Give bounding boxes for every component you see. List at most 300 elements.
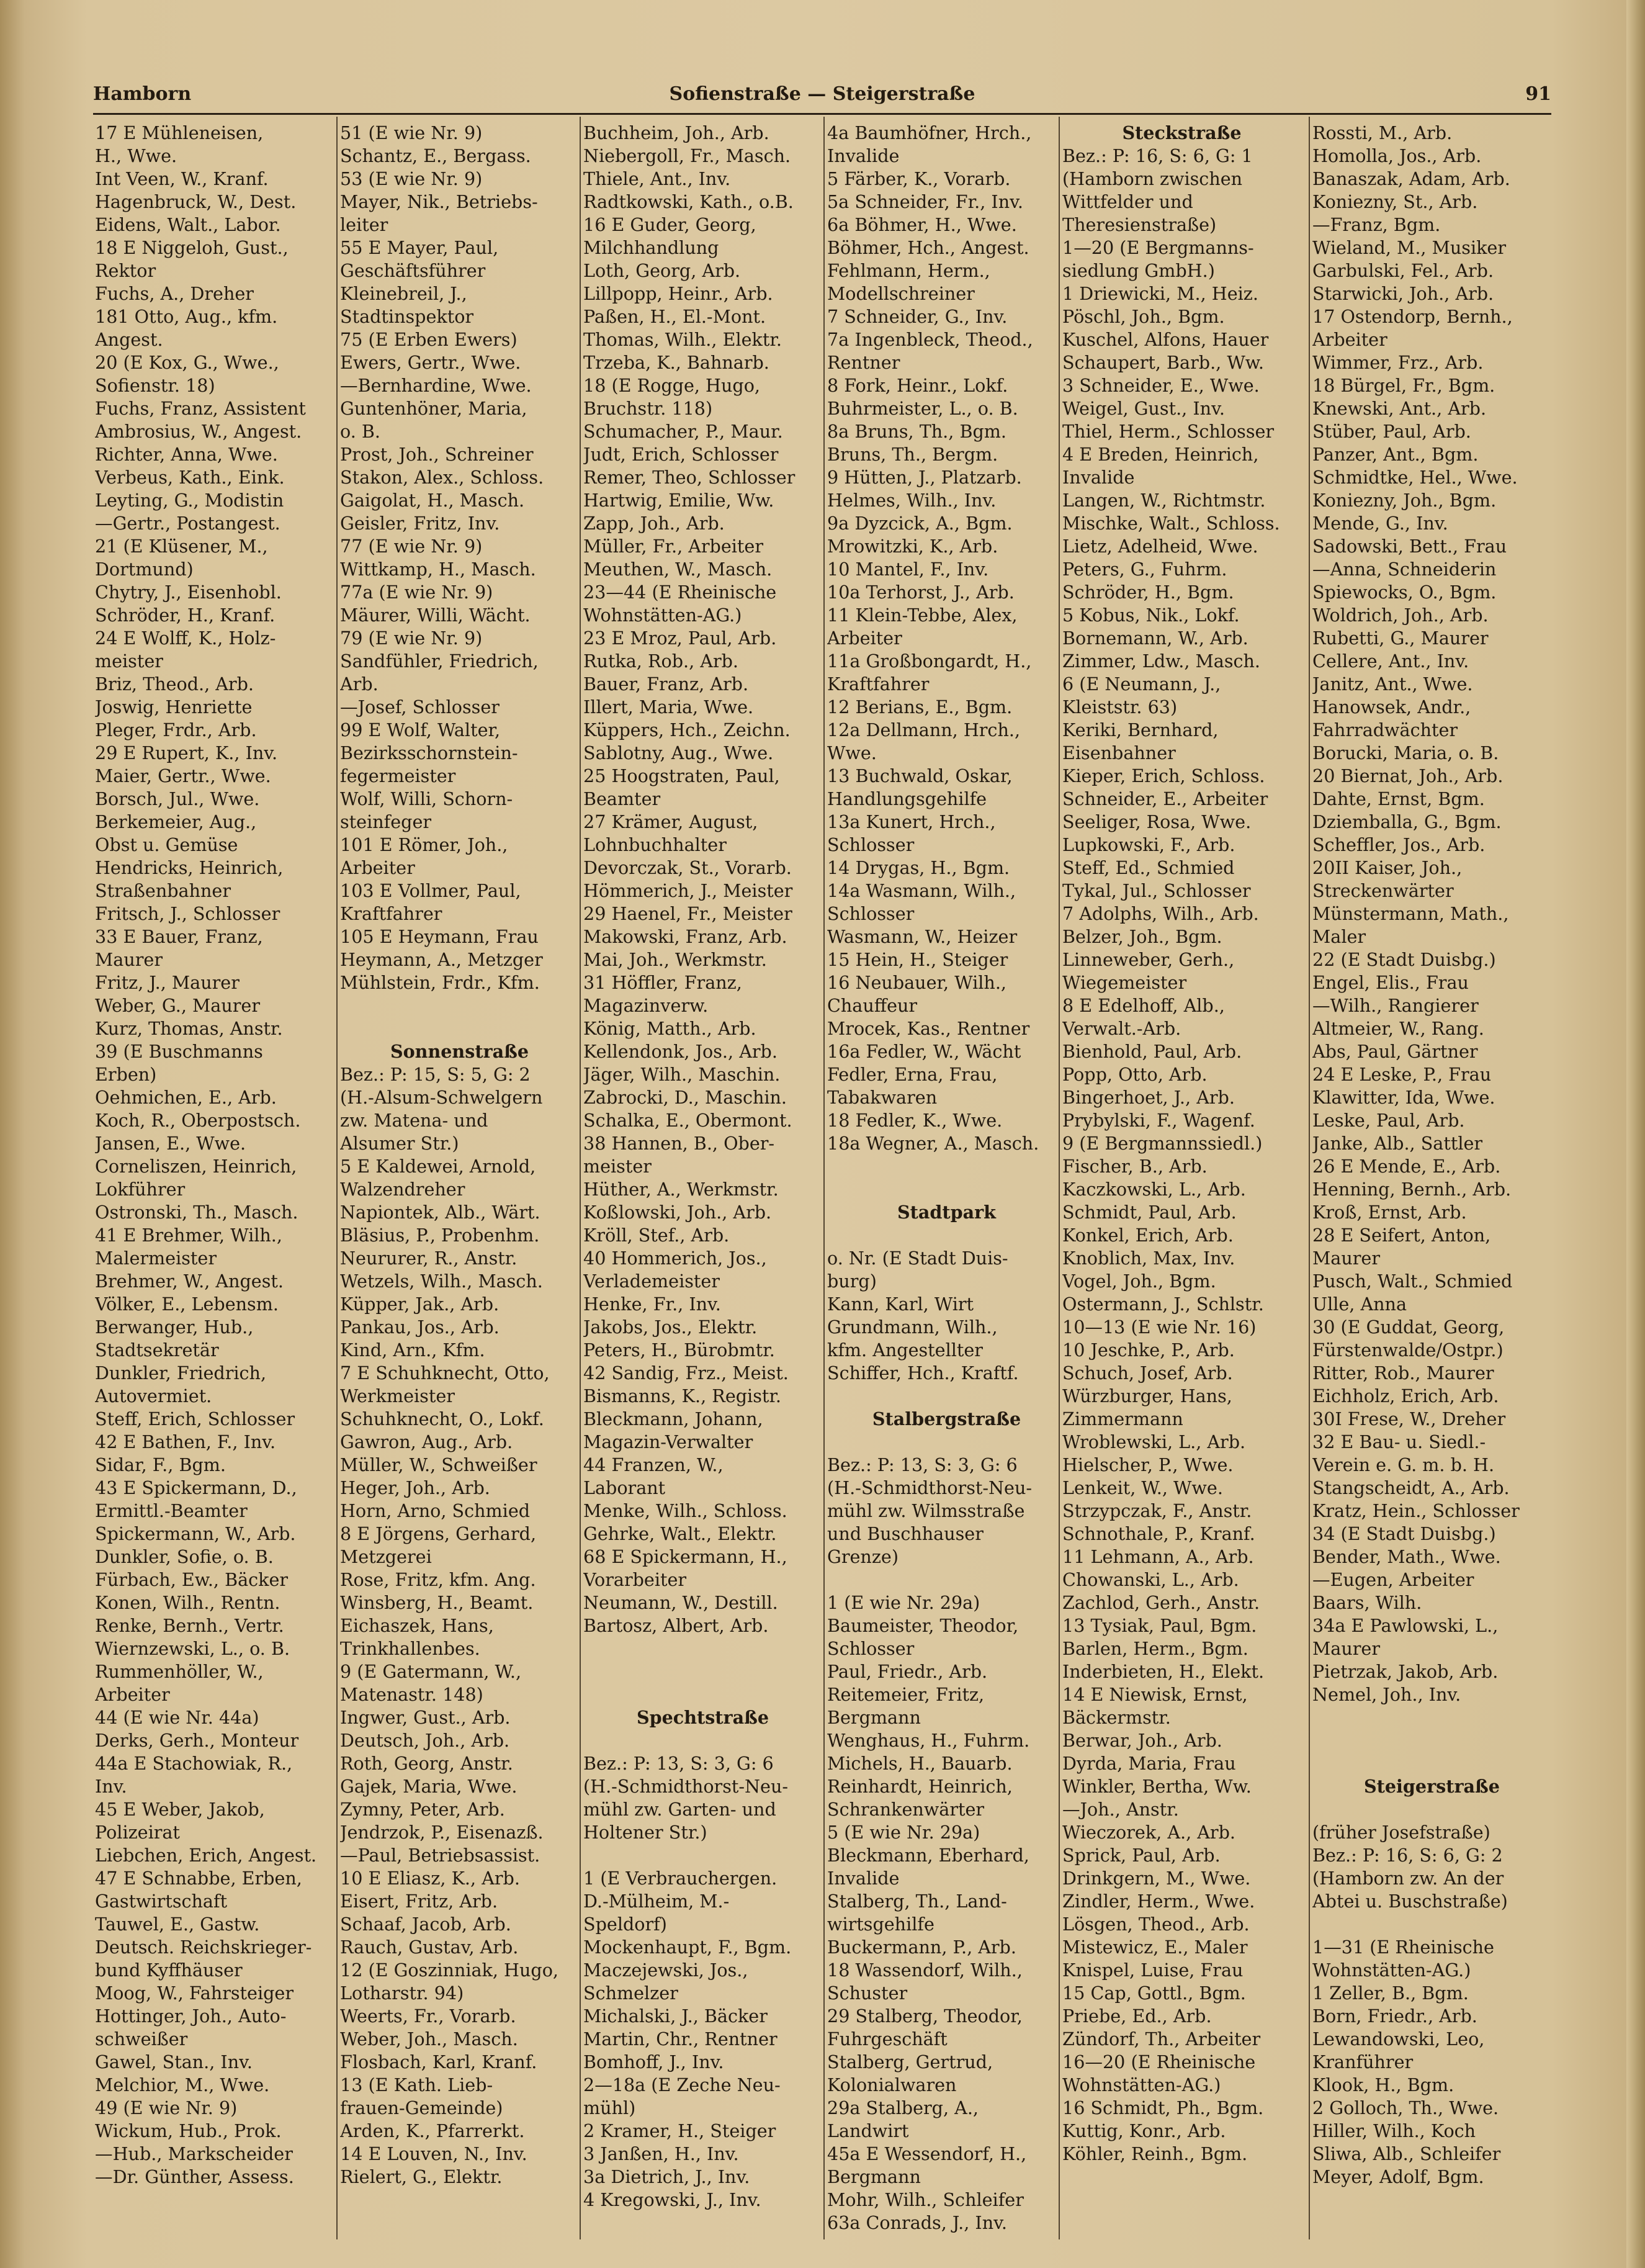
directory-line: Wohnstätten-AG.) [1312,1960,1471,1981]
directory-line: Beamter [583,788,661,809]
directory-line: Matenastr. 148) [340,1684,483,1705]
directory-line: Stangscheidt, A., Arb. [1312,1477,1510,1498]
directory-line: 7 Schneider, G., Inv. [827,306,1008,327]
directory-line: Arbeiter [95,1684,170,1705]
directory-line: Reitemeier, Fritz, [827,1684,985,1705]
directory-line: 18 Wassendorf, Wilh., [827,1960,1023,1981]
directory-line: 34 (E Stadt Duisbg.) [1312,1523,1496,1544]
directory-line: 9 Hütten, J., Platzarb. [827,467,1022,488]
directory-line: Mrocek, Kas., Rentner [827,1018,1030,1039]
directory-line: 68 E Spickermann, H., [583,1546,787,1567]
directory-line: Thomas, Wilh., Elektr. [583,329,782,350]
spacer [583,1844,822,1867]
directory-line: 16—20 (E Rheinische [1062,2051,1256,2072]
page-header [93,79,1551,115]
directory-line: Schuhknecht, O., Lokf. [340,1408,544,1429]
directory-line: 11 Lehmann, A., Arb. [1062,1546,1254,1567]
directory-line: —Dr. Günther, Assess. [95,2166,294,2187]
directory-line: siedlung GmbH.) [1062,260,1215,281]
directory-line: 42 Sandig, Frz., Meist. [583,1362,789,1384]
directory-line: 10 Mantel, F., Inv. [827,559,989,580]
directory-line: Kieper, Erich, Schloss. [1062,765,1265,786]
directory-line: Küppers, Hch., Zeichn. [583,719,791,740]
directory-line: Popp, Otto, Arb. [1062,1064,1208,1085]
directory-line: Leyting, G., Modistin [95,490,284,511]
directory-line: 1—31 (E Rheinische [1312,1937,1494,1958]
directory-line: Maurer [1312,1248,1380,1269]
directory-line: Cellere, Ant., Inv. [1312,650,1469,672]
directory-line: Menke, Wilh., Schloss. [583,1500,787,1521]
directory-line: Drinkgern, M., Wwe. [1062,1868,1251,1889]
directory-line: Rektor [95,260,156,281]
directory-line: Sablotny, Aug., Wwe. [583,742,774,763]
directory-line: Stalberg, Th., Land- [827,1891,1007,1912]
directory-line: Kröll, Stef., Arb. [583,1225,730,1246]
spacer [1312,1798,1551,1821]
directory-line: Grundmann, Wilh., [827,1316,998,1338]
directory-line: Bergmann [827,2166,921,2187]
directory-line: Michels, H., Bauarb. [827,1753,1013,1774]
directory-line: 7 Adolphs, Wilh., Arb. [1062,903,1259,924]
directory-line: Priebe, Ed., Arb. [1062,2005,1212,2027]
directory-line: —Wilh., Rangierer [1312,995,1479,1016]
directory-line: Pankau, Jos., Arb. [340,1316,500,1338]
directory-line: Rentner [827,352,900,373]
directory-line: 103 E Vollmer, Paul, [340,880,521,901]
directory-line: Kuttig, Konr., Arb. [1062,2120,1226,2141]
directory-line: Hüther, A., Werkmstr. [583,1179,779,1200]
directory-line: Fischer, B., Arb. [1062,1156,1208,1177]
directory-line: König, Matth., Arb. [583,1018,756,1039]
directory-line: Wieczorek, A., Arb. [1062,1822,1235,1843]
directory-line: 12a Dellmann, Hrch., [827,719,1021,740]
directory-line: Heger, Joh., Arb. [340,1477,490,1498]
directory-line: 23—44 (E Rheinische [583,582,777,603]
directory-line: Wickum, Hub., Prok. [95,2120,282,2141]
directory-line: Scheffler, Jos., Arb. [1312,834,1486,855]
directory-line: Kurz, Thomas, Anstr. [95,1018,283,1039]
directory-line: Deutsch. Reichskrieger- [95,1937,312,1958]
directory-line: 51 (E wie Nr. 9) [340,122,483,143]
spacer [583,1637,822,1660]
directory-line: Richter, Anna, Wwe. [95,444,278,465]
directory-line: Janitz, Ant., Wwe. [1312,673,1473,695]
spacer [827,1568,1066,1591]
directory-line: Flosbach, Karl, Kranf. [340,2051,537,2072]
directory-line: Fuchs, A., Dreher [95,283,254,304]
directory-line: Rutka, Rob., Arb. [583,650,739,672]
spacer [1312,1729,1551,1752]
directory-line: Nemel, Joh., Inv. [1312,1684,1461,1705]
directory-line: Schumacher, P., Maur. [583,421,783,442]
directory-line: 14a Wasmann, Wilh., [827,880,1016,901]
directory-line: Stadtinspektor [340,306,474,327]
directory-line: Chytry, J., Eisenhobl. [95,582,282,603]
directory-line: 29 E Rupert, K., Inv. [95,742,278,763]
directory-line: Trinkhallenbes. [340,1638,480,1659]
directory-line: Ambrosius, W., Angest. [95,421,302,442]
directory-line: Derks, Gerh., Monteur [95,1730,299,1751]
directory-line: Wasmann, W., Heizer [827,926,1018,947]
directory-line: 10a Terhorst, J., Arb. [827,582,1015,603]
directory-line: Stüber, Paul, Arb. [1312,421,1471,442]
directory-line: Stalberg, Gertrud, [827,2051,993,2072]
directory-line: Laborant [583,1477,666,1498]
directory-line: 15 Hein, H., Steiger [827,949,1008,970]
spacer [340,1017,579,1040]
directory-line: Autovermiet. [95,1385,212,1406]
directory-line: o. Nr. (E Stadt Duis- [827,1248,1008,1269]
directory-line: Maurer [95,949,163,970]
spacer [1312,1913,1551,1936]
directory-line: Mohr, Wilh., Schleifer [827,2189,1024,2210]
column-rule [580,117,581,2239]
directory-line: Fürstenwalde/Ostpr.) [1312,1339,1504,1361]
directory-line: 8 E Jörgens, Gerhard, [340,1523,537,1544]
directory-line: Koniezny, Joh., Bgm. [1312,490,1497,511]
directory-line: Rummenhöller, W., [95,1661,264,1682]
directory-line: Zimmermann [1062,1408,1183,1429]
directory-line: 1—20 (E Bergmanns- [1062,237,1254,258]
directory-line: Gajek, Maria, Wwe. [340,1776,518,1797]
directory-line: Milchhandlung [583,237,719,258]
directory-line: Hottinger, Joh., Auto- [95,2005,287,2027]
street-heading: Stalbergstraße [872,1408,1021,1429]
directory-line: Werkmeister [340,1385,455,1406]
directory-line: —Anna, Schneiderin [1312,559,1497,580]
directory-line: Müller, W., Schweißer [340,1454,537,1475]
directory-line: (früher Josefstraße) [1312,1822,1490,1843]
directory-line: leiter [340,214,388,235]
directory-line: 13 Tysiak, Paul, Bgm. [1062,1615,1257,1636]
directory-line: 10 E Eliasz, K., Arb. [340,1868,520,1889]
directory-line: 47 E Schnabbe, Erben, [95,1868,302,1889]
directory-line: Kaczkowski, L., Arb. [1062,1179,1246,1200]
directory-line: Schlosser [827,1638,915,1659]
directory-line: —Paul, Betriebsassist. [340,1845,540,1866]
directory-line: Bäckermstr. [1062,1707,1171,1728]
directory-line: Lietz, Adelheid, Wwe. [1062,536,1258,557]
directory-line: Knoblich, Max, Inv. [1062,1248,1235,1269]
directory-line: 3 Janßen, H., Inv. [583,2143,739,2164]
directory-line: Guntenhöner, Maria, [340,398,527,419]
directory-line: 13 (E Kath. Lieb- [340,2074,493,2095]
directory-line: Bleckmann, Johann, [583,1408,763,1429]
directory-line: Sliwa, Alb., Schleifer [1312,2143,1501,2164]
directory-line: 12 (E Goszinniak, Hugo, [340,1960,559,1981]
directory-line: Erben) [95,1064,157,1085]
directory-line: Engel, Elis., Frau [1312,972,1469,993]
directory-line: Magazin-Verwalter [583,1431,753,1452]
directory-line: Handlungsgehilfe [827,788,987,809]
street-heading: Stadtpark [897,1202,996,1223]
directory-line: 24 E Wolff, K., Holz- [95,628,276,649]
directory-line: 4 Kregowski, J., Inv. [583,2189,761,2210]
directory-line: 6a Böhmer, H., Wwe. [827,214,1017,235]
directory-line: Bläsius, P., Probenhm. [340,1225,540,1246]
directory-line: 1 Zeller, B., Bgm. [1312,1982,1469,2004]
directory-line: Wetzels, Wilh., Masch. [340,1271,543,1292]
directory-line: Dortmund) [95,559,194,580]
header-street-range: Sofienstraße — Steigerstraße [669,83,975,105]
directory-line: Michalski, J., Bäcker [583,2005,768,2027]
directory-line: Kann, Karl, Wirt [827,1294,974,1315]
directory-line: Illert, Maria, Wwe. [583,696,754,718]
directory-line: Schnothale, P., Kranf. [1062,1523,1255,1544]
directory-line: 12 Berians, E., Bgm. [827,696,1013,718]
directory-line: 9 (E Bergmannssiedl.) [1062,1133,1263,1154]
directory-line: Schaaf, Jacob, Arb. [340,1914,511,1935]
directory-line: Wohnstätten-AG.) [583,605,742,626]
directory-line: Zabrocki, D., Maschin. [583,1087,787,1108]
directory-line: Kleinebreil, J., [340,283,467,304]
directory-line: Meyer, Adolf, Bgm. [1312,2166,1484,2187]
directory-line: Rielert, G., Elektr. [340,2166,503,2187]
directory-line: Stakon, Alex., Schloss. [340,467,544,488]
directory-line: 38 Hannen, B., Ober- [583,1133,775,1154]
street-heading: Spechtstraße [636,1707,769,1728]
directory-line: Arbeiter [340,857,415,878]
directory-line: Bez.: P: 13, S: 3, G: 6 [583,1753,774,1774]
directory-line: Schiffer, Hch., Kraftf. [827,1362,1019,1384]
directory-line: Schmidt, Paul, Arb. [1062,1202,1237,1223]
spacer [340,994,579,1017]
directory-line: Kraftfahrer [340,903,442,924]
directory-line: Zündorf, Th., Arbeiter [1062,2028,1261,2050]
directory-line: Janke, Alb., Sattler [1312,1133,1483,1154]
directory-line: 23 E Mroz, Paul, Arb. [583,628,777,649]
directory-line: Obst u. Gemüse [95,834,238,855]
column-rule [1309,117,1310,2239]
directory-line: Buckermann, P., Arb. [827,1937,1016,1958]
directory-line: Garbulski, Fel., Arb. [1312,260,1494,281]
directory-line: Sofienstr. 18) [95,375,215,396]
directory-line: Dunkler, Friedrich, [95,1362,267,1384]
directory-line: 18 E Niggeloh, Gust., [95,237,289,258]
directory-line: Berwanger, Hub., [95,1316,254,1338]
street-heading: Steigerstraße [1364,1776,1500,1797]
directory-line: 49 (E wie Nr. 9) [95,2097,238,2118]
directory-line: Zachlod, Gerh., Anstr. [1062,1592,1260,1613]
directory-line: Bergmann [827,1707,921,1728]
directory-line: (H.-Alsum-Schwelgern [340,1087,543,1108]
directory-line: Kind, Arn., Kfm. [340,1339,485,1361]
directory-line: Schlosser [827,834,915,855]
directory-line: Henning, Bernh., Arb. [1312,1179,1512,1200]
directory-line: Devorczak, St., Vorarb. [583,857,792,878]
directory-line: Koßlowski, Joh., Arb. [583,1202,772,1223]
directory-line: —Hub., Markscheider [95,2143,293,2164]
directory-line: Linneweber, Gerh., [1062,949,1235,970]
directory-line: Ermittl.-Beamter [95,1500,248,1521]
directory-line: Hiller, Wilh., Koch [1312,2120,1476,2141]
directory-line: Ostronski, Th., Masch. [95,1202,298,1223]
directory-line: Thiel, Herm., Schlosser [1062,421,1275,442]
directory-line: Rossti, M., Arb. [1312,122,1453,143]
directory-line: 32 E Bau- u. Siedl.- [1312,1431,1486,1452]
directory-line: Konkel, Erich, Arb. [1062,1225,1234,1246]
directory-line: Hielscher, P., Wwe. [1062,1454,1234,1475]
directory-line: wirtsgehilfe [827,1914,935,1935]
directory-line: Sidar, F., Bgm. [95,1454,226,1475]
spacer [1312,1752,1551,1775]
directory-line: (H.-Schmidthorst-Neu- [583,1776,789,1797]
directory-line: Wohnstätten-AG.) [1062,2074,1221,2095]
directory-line: —Joh., Anstr. [1062,1799,1179,1820]
directory-line: Inderbieten, H., Elekt. [1062,1661,1265,1682]
directory-line: und Buschhauser [827,1523,984,1544]
directory-line: Gawel, Stan., Inv. [95,2051,253,2072]
directory-line: 14 E Niewisk, Ernst, [1062,1684,1248,1705]
directory-line: Panzer, Ant., Bgm. [1312,444,1479,465]
directory-line: Martin, Chr., Rentner [583,2028,778,2050]
directory-line: Tykal, Jul., Schlosser [1062,880,1251,901]
directory-line: Verein e. G. m. b. H. [1312,1454,1495,1475]
directory-line: Invalide [1062,467,1135,488]
directory-line: Dahte, Ernst, Bgm. [1312,788,1485,809]
directory-line: Wieland, M., Musiker [1312,237,1507,258]
directory-line: Verbeus, Kath., Eink. [95,467,285,488]
directory-line: Bomhoff, J., Inv. [583,2051,724,2072]
directory-line: Schmidtke, Hel., Wwe. [1312,467,1518,488]
directory-line: Neururer, R., Anstr. [340,1248,518,1269]
directory-column-4 [827,122,1066,2234]
directory-line: 16a Fedler, W., Wächt [827,1041,1021,1062]
directory-line: Radtkowski, Kath., o.B. [583,191,794,212]
directory-line: Winkler, Bertha, Ww. [1062,1776,1252,1797]
directory-line: Schröder, H., Bgm. [1062,582,1234,603]
directory-line: 8 Fork, Heinr., Lokf. [827,375,1008,396]
directory-line: Hendricks, Heinrich, [95,857,284,878]
directory-line: Baars, Wilh. [1312,1592,1422,1613]
directory-line: Renke, Bernh., Vertr. [95,1615,284,1636]
directory-line: Melchior, M., Wwe. [95,2074,270,2095]
directory-line: 13 Buchwald, Oskar, [827,765,1013,786]
directory-line: Neumann, W., Destill. [583,1592,778,1613]
directory-line: Born, Friedr., Arb. [1312,2005,1477,2027]
directory-line: Kranführer [1312,2051,1414,2072]
directory-line: Maczejewski, Jos., [583,1960,748,1981]
directory-line: Metzgerei [340,1546,432,1567]
directory-line: —Bernhardine, Wwe. [340,375,532,396]
directory-line: (Hamborn zwischen [1062,168,1243,189]
directory-line: Wiernzewski, L., o. B. [95,1638,290,1659]
directory-line: 1 (E wie Nr. 29a) [827,1592,980,1613]
directory-line: 8 E Edelhoff, Alb., [1062,995,1225,1016]
directory-line: 2—18a (E Zeche Neu- [583,2074,781,2095]
directory-line: Müller, Fr., Arbeiter [583,536,764,557]
column-rule [823,117,825,2239]
directory-line: Jäger, Wilh., Maschin. [583,1064,781,1085]
directory-line: Rose, Fritz, kfm. Ang. [340,1569,536,1590]
directory-line: Steff, Erich, Schlosser [95,1408,295,1429]
directory-line: Napiontek, Alb., Wärt. [340,1202,540,1223]
directory-line: 20II Kaiser, Joh., [1312,857,1463,878]
directory-line: Lotharstr. 94) [340,1982,464,2004]
directory-line: Fürbach, Ew., Bäcker [95,1569,289,1590]
directory-line: Mockenhaupt, F., Bgm. [583,1937,792,1958]
directory-line: Schlosser [827,903,915,924]
directory-line: Lillpopp, Heinr., Arb. [583,283,773,304]
directory-line: schweißer [95,2028,188,2050]
directory-line: Maier, Gertr., Wwe. [95,765,271,786]
directory-line: Schaupert, Barb., Ww. [1062,352,1264,373]
directory-line: Alsumer Str.) [340,1133,459,1154]
directory-line: Corneliszen, Heinrich, [95,1156,297,1177]
directory-line: Streckenwärter [1312,880,1454,901]
directory-line: Arb. [340,673,379,695]
directory-line: 44 Franzen, W., [583,1454,724,1475]
directory-line: Hagenbruck, W., Dest. [95,191,297,212]
directory-line: Berkemeier, Aug., [95,811,257,832]
directory-line: zw. Matena- und [340,1110,488,1131]
spacer [1312,1706,1551,1729]
directory-line: Klawitter, Ida, Wwe. [1312,1087,1495,1108]
directory-line: Schuster [827,1982,908,2004]
directory-line: —Gertr., Postangest. [95,513,280,534]
directory-line: (H.-Schmidthorst-Neu- [827,1477,1033,1498]
directory-line: Fehlmann, Herm., [827,260,990,281]
directory-column-5 [1062,122,1301,2166]
directory-line: 16 Schmidt, Ph., Bgm. [1062,2097,1264,2118]
directory-line: Arbeiter [827,628,902,649]
directory-line: Pleger, Frdr., Arb. [95,719,257,740]
directory-line: Borsch, Jul., Wwe. [95,788,260,809]
directory-line: 6 (E Neumann, J., [1062,673,1221,695]
directory-line: 17 Ostendorp, Bernh., [1312,306,1513,327]
directory-line: Bez.: P: 15, S: 5, G: 2 [340,1064,531,1085]
directory-line: mühl zw. Wilmsstraße [827,1500,1025,1521]
directory-line: Langen, W., Richtmstr. [1062,490,1266,511]
directory-column-2 [340,122,579,2189]
directory-line: 5 (E wie Nr. 29a) [827,1822,980,1843]
directory-line: Deutsch, Joh., Arb. [340,1730,510,1751]
street-heading: Steckstraße [1122,122,1242,143]
directory-line: 181 Otto, Aug., kfm. [95,306,278,327]
directory-line: Hartwig, Emilie, Ww. [583,490,774,511]
spacer [827,1178,1066,1201]
directory-line: 16 Neubauer, Wilh., [827,972,1006,993]
directory-line: 20 Biernat, Joh., Arb. [1312,765,1504,786]
directory-line: Polizeirat [95,1822,180,1843]
directory-line: Bruns, Th., Bergm. [827,444,998,465]
directory-line: fegermeister [340,765,456,786]
directory-line: 18 Fedler, K., Wwe. [827,1110,1003,1131]
directory-line: Knewski, Ant., Arb. [1312,398,1487,419]
directory-line: 99 E Wolf, Walter, [340,719,501,740]
directory-line: Thiele, Ant., Inv. [583,168,731,189]
directory-line: Seeliger, Rosa, Wwe. [1062,811,1252,832]
directory-line: 41 E Brehmer, Wilh., [95,1225,282,1246]
directory-line: Dunkler, Sofie, o. B. [95,1546,274,1567]
directory-line: 63a Conrads, J., Inv. [827,2212,1007,2233]
directory-line: Bornemann, W., Arb. [1062,628,1248,649]
directory-line: Rauch, Gustav, Arb. [340,1937,519,1958]
directory-line: Paul, Friedr., Arb. [827,1661,988,1682]
directory-line: Kraftfahrer [827,673,930,695]
directory-line: 25 Hoogstraten, Paul, [583,765,780,786]
directory-line: 105 E Heymann, Frau [340,926,539,947]
directory-line: Ulle, Anna [1312,1294,1407,1315]
directory-line: 42 E Bathen, F., Inv. [95,1431,276,1452]
spacer [827,1155,1066,1178]
directory-line: Theresienstraße) [1062,214,1217,235]
directory-line: Grenze) [827,1546,899,1567]
directory-line: Kratz, Hein., Schlosser [1312,1500,1520,1521]
directory-line: Dziemballa, G., Bgm. [1312,811,1502,832]
directory-line: Invalide [827,145,900,166]
directory-line: 3a Dietrich, J., Inv. [583,2166,750,2187]
